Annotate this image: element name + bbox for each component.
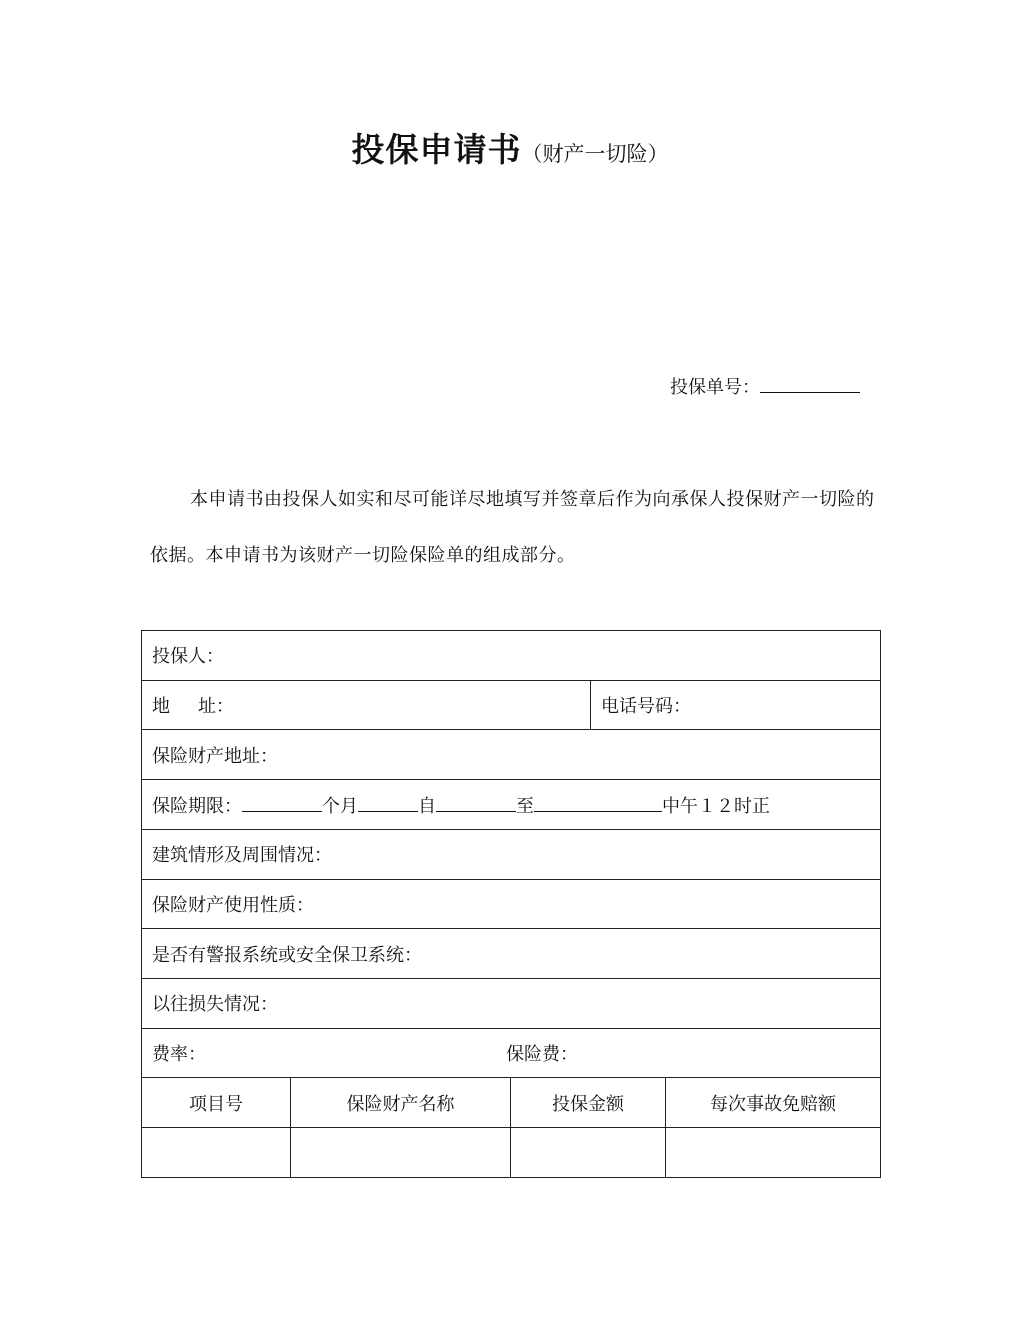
period-end-blank[interactable] — [534, 791, 662, 812]
row-address — [142, 680, 881, 730]
intro-paragraph: 本申请书由投保人如实和尽可能详尽地填写并签章后作为向承保人投保财产一切险的依据。本申请书为该财产一切险保险单的组成部分。 — [150, 489, 875, 566]
application-form-table — [141, 630, 881, 1178]
row-property-address — [142, 730, 881, 780]
losses-field[interactable] — [142, 979, 881, 1029]
policy-number-blank[interactable] — [760, 372, 860, 393]
usage-field[interactable] — [142, 879, 881, 929]
column-header-item-no: 项目号 — [142, 1078, 291, 1128]
policy-number-field — [670, 372, 860, 399]
address-field[interactable] — [142, 680, 591, 730]
deductible-cell[interactable] — [666, 1128, 881, 1178]
row-applicant — [142, 631, 881, 681]
building-label: 建筑情形及周围情况： — [152, 845, 332, 867]
column-header-deductible: 每次事故免赔额 — [666, 1078, 881, 1128]
policy-number-label: 投保单号： — [670, 377, 760, 398]
title-main: 投保申请书 — [351, 130, 522, 169]
item-no-cell[interactable] — [142, 1128, 291, 1178]
document-title — [0, 124, 1020, 171]
row-usage — [142, 879, 881, 929]
table-header-row — [142, 1078, 881, 1128]
row-losses — [142, 979, 881, 1029]
applicant-label: 投保人： — [152, 646, 224, 668]
fees-field[interactable] — [142, 1028, 881, 1078]
period-from-label: 自 — [418, 796, 436, 818]
rate-label: 费率： — [152, 1044, 206, 1066]
period-months-blank[interactable] — [242, 791, 322, 812]
usage-label: 保险财产使用性质： — [152, 894, 314, 916]
insured-amount-cell[interactable] — [511, 1128, 666, 1178]
table-row — [142, 1128, 881, 1178]
row-period — [142, 780, 881, 830]
period-start-blank[interactable] — [436, 791, 516, 812]
period-noon-label: 中午１２时正 — [662, 796, 770, 818]
title-subtitle: （财产一切险） — [521, 142, 669, 166]
property-address-label: 保险财产地址： — [152, 745, 278, 767]
phone-field[interactable] — [591, 680, 881, 730]
period-to-label: 至 — [516, 796, 534, 818]
building-field[interactable] — [142, 829, 881, 879]
column-header-property-name: 保险财产名称 — [291, 1078, 511, 1128]
period-field[interactable] — [142, 780, 881, 830]
row-alarm — [142, 929, 881, 979]
phone-label: 电话号码： — [601, 696, 691, 718]
row-fees — [142, 1028, 881, 1078]
address-label-part2: 址： — [198, 696, 234, 718]
period-from-blank[interactable] — [358, 791, 418, 812]
row-building — [142, 829, 881, 879]
property-address-field[interactable] — [142, 730, 881, 780]
losses-label: 以往损失情况： — [152, 994, 278, 1016]
alarm-field[interactable] — [142, 929, 881, 979]
column-header-insured-amount: 投保金额 — [511, 1078, 666, 1128]
period-months-label: 个月 — [322, 796, 358, 818]
property-name-cell[interactable] — [291, 1128, 511, 1178]
address-label-part1: 地 — [152, 696, 170, 718]
applicant-field[interactable] — [142, 631, 881, 681]
premium-label: 保险费： — [506, 1044, 578, 1066]
period-label: 保险期限： — [152, 796, 242, 818]
alarm-label: 是否有警报系统或安全保卫系统： — [152, 944, 422, 966]
